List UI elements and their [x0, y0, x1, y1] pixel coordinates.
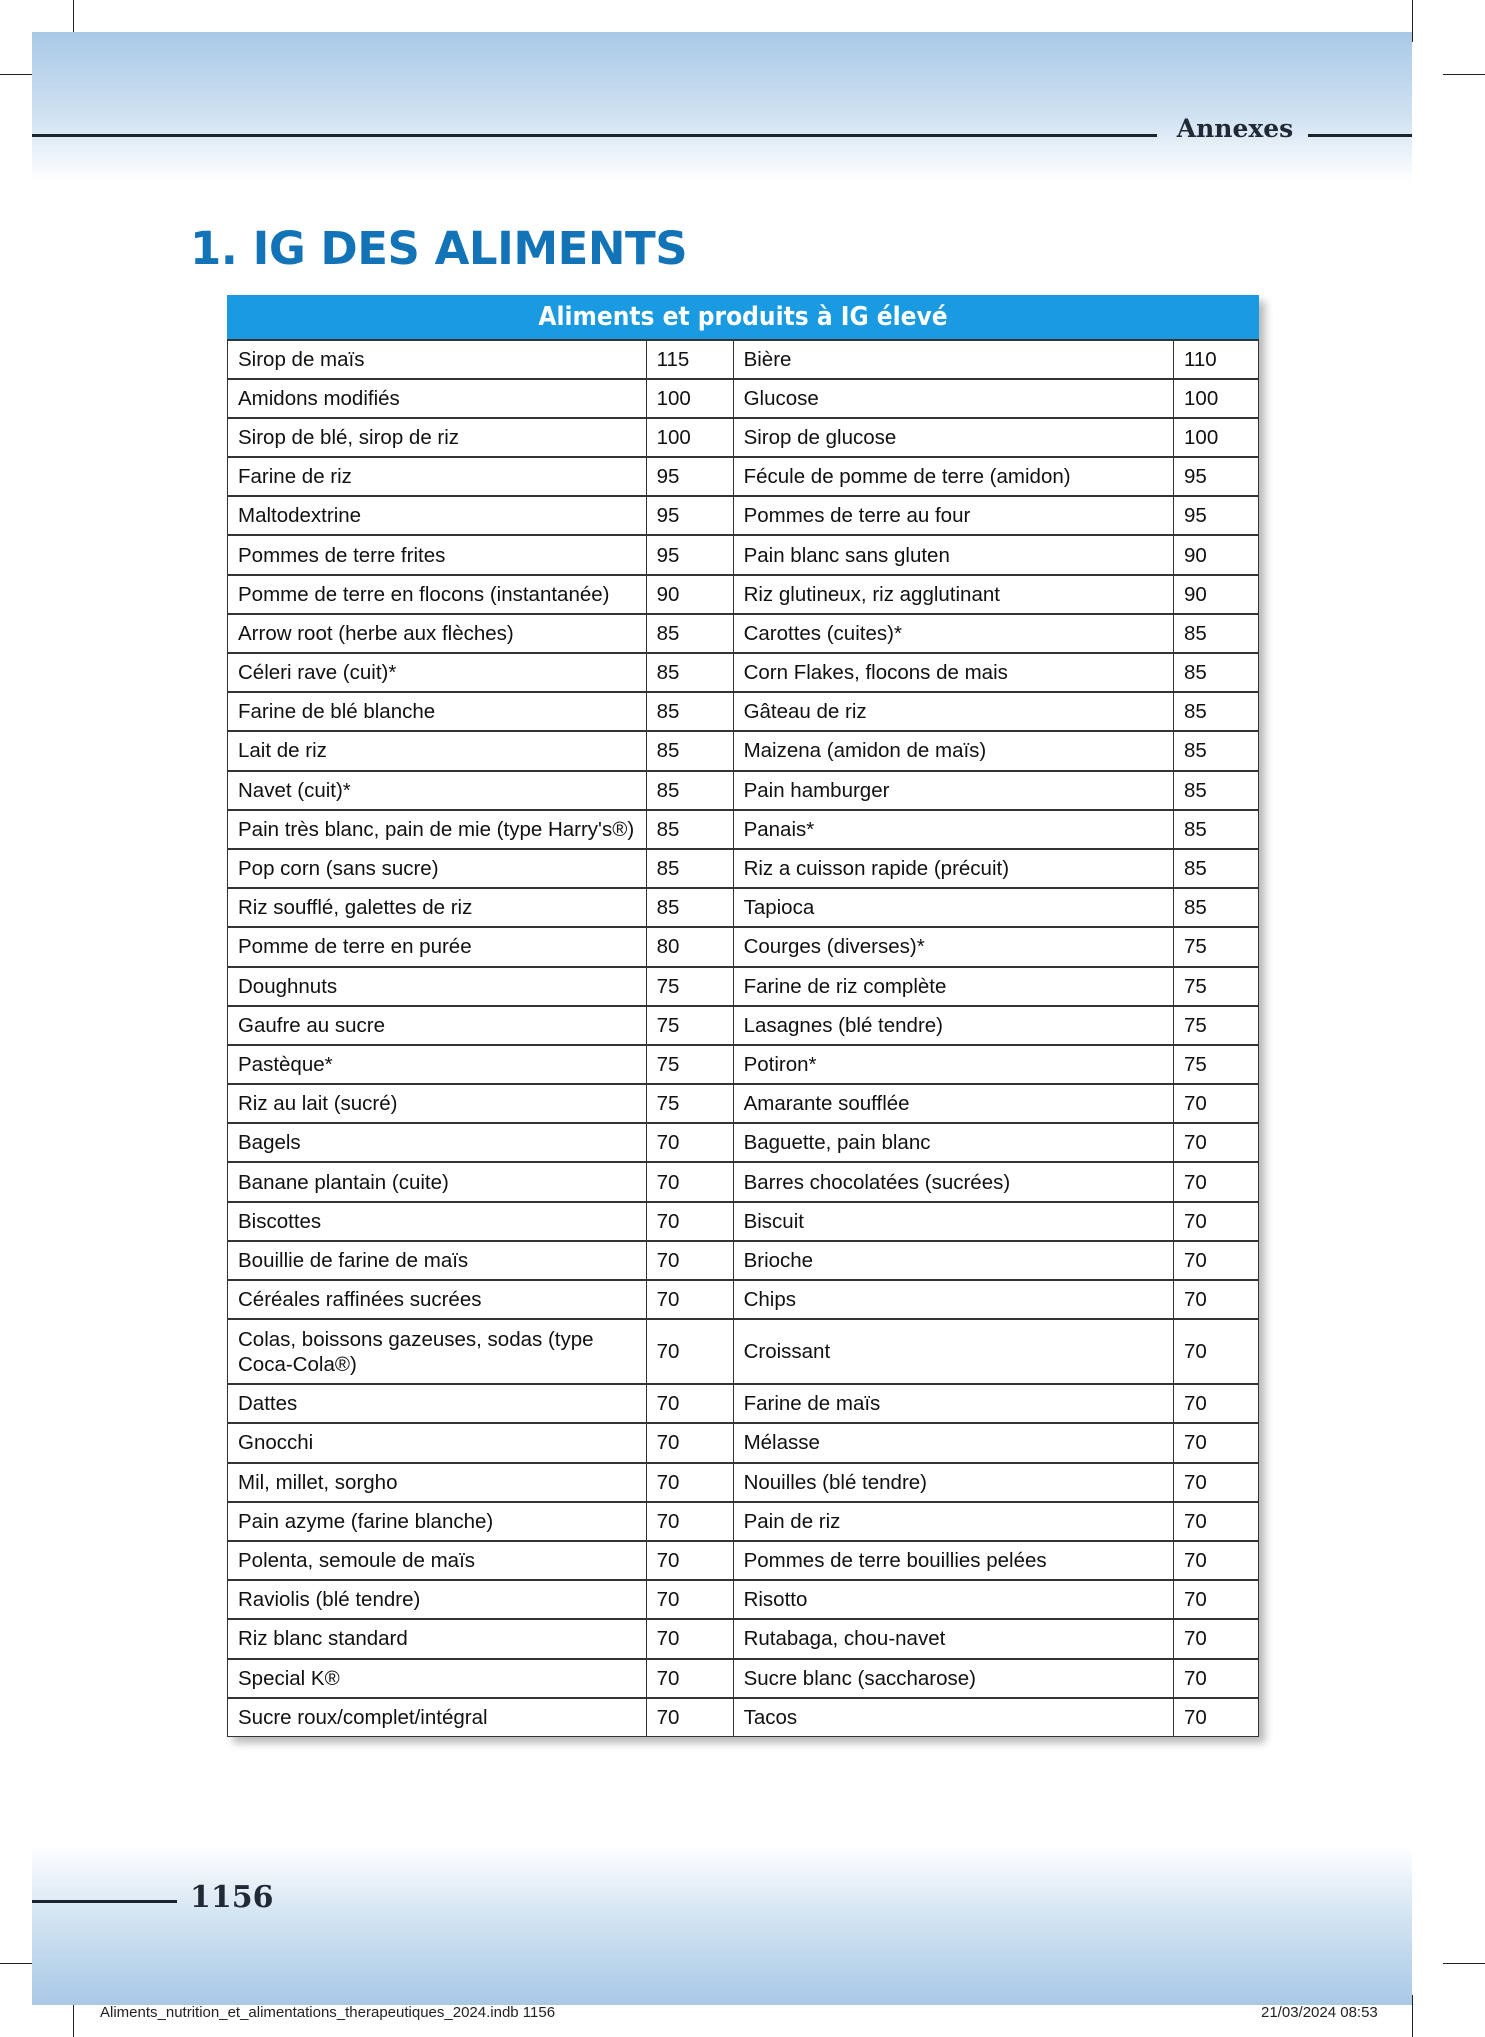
food-name: Tacos	[733, 1698, 1173, 1737]
food-name: Pain blanc sans gluten	[733, 535, 1173, 574]
gi-value: 90	[1174, 535, 1259, 574]
food-name: Raviolis (blé tendre)	[228, 1580, 647, 1619]
gi-value: 75	[646, 1006, 733, 1045]
food-name: Maizena (amidon de maïs)	[733, 731, 1173, 770]
table-row	[228, 1502, 1259, 1541]
table-row	[228, 1541, 1259, 1580]
food-name: Riz a cuisson rapide (précuit)	[733, 849, 1173, 888]
table-row	[228, 1006, 1259, 1045]
table-row	[228, 614, 1259, 653]
food-name: Pommes de terre frites	[228, 535, 647, 574]
food-name: Potiron*	[733, 1045, 1173, 1084]
food-name: Rutabaga, chou-navet	[733, 1619, 1173, 1658]
gi-table-wrapper	[227, 295, 1259, 1737]
gi-value: 70	[646, 1162, 733, 1201]
gi-value: 70	[646, 1241, 733, 1280]
gi-value: 70	[646, 1280, 733, 1319]
table-row	[228, 1241, 1259, 1280]
food-name: Pain très blanc, pain de mie (type Harry's®)	[228, 810, 647, 849]
food-name: Banane plantain (cuite)	[228, 1162, 647, 1201]
food-name: Farine de riz complète	[733, 967, 1173, 1006]
crop-mark	[1412, 0, 1413, 42]
table-row	[228, 1463, 1259, 1502]
food-name: Riz soufflé, galettes de riz	[228, 888, 647, 927]
food-name: Panais*	[733, 810, 1173, 849]
gi-value: 75	[1174, 1045, 1259, 1084]
gi-value: 70	[1174, 1502, 1259, 1541]
food-name: Tapioca	[733, 888, 1173, 927]
table-row	[228, 1084, 1259, 1123]
food-name: Bagels	[228, 1123, 647, 1162]
gi-value: 70	[1174, 1084, 1259, 1123]
food-name: Pommes de terre bouillies pelées	[733, 1541, 1173, 1580]
food-name: Glucose	[733, 379, 1173, 418]
gi-value: 85	[646, 653, 733, 692]
gi-value: 70	[1174, 1659, 1259, 1698]
food-name: Pop corn (sans sucre)	[228, 849, 647, 888]
food-name: Sucre blanc (saccharose)	[733, 1659, 1173, 1698]
crop-mark	[1443, 74, 1485, 75]
gi-value: 100	[646, 418, 733, 457]
food-name: Colas, boissons gazeuses, sodas (type Coca-Cola®)	[228, 1319, 647, 1384]
table-row	[228, 692, 1259, 731]
food-name: Croissant	[733, 1319, 1173, 1384]
table-row	[228, 457, 1259, 496]
food-name: Courges (diverses)*	[733, 927, 1173, 966]
gi-value: 110	[1174, 340, 1259, 379]
table-row	[228, 575, 1259, 614]
gi-value: 75	[646, 1045, 733, 1084]
gi-value: 75	[646, 967, 733, 1006]
gi-table	[227, 295, 1259, 1737]
gi-value: 70	[1174, 1698, 1259, 1737]
food-name: Lasagnes (blé tendre)	[733, 1006, 1173, 1045]
food-name: Risotto	[733, 1580, 1173, 1619]
footer-date: 21/03/2024 08:53	[1261, 2004, 1378, 2021]
food-name: Pain de riz	[733, 1502, 1173, 1541]
gi-value: 70	[646, 1463, 733, 1502]
gi-value: 70	[1174, 1541, 1259, 1580]
table-row	[228, 888, 1259, 927]
table-row	[228, 1384, 1259, 1423]
gi-value: 85	[1174, 849, 1259, 888]
food-name: Céréales raffinées sucrées	[228, 1280, 647, 1319]
gi-value: 85	[1174, 614, 1259, 653]
gi-value: 90	[1174, 575, 1259, 614]
gi-value: 70	[646, 1619, 733, 1658]
gi-value: 70	[1174, 1162, 1259, 1201]
food-name: Mélasse	[733, 1423, 1173, 1462]
table-row	[228, 771, 1259, 810]
gi-value: 95	[646, 457, 733, 496]
gi-value: 85	[1174, 888, 1259, 927]
footer-band	[32, 1845, 1412, 2005]
gi-value: 85	[1174, 692, 1259, 731]
crop-mark	[1443, 1963, 1485, 1964]
gi-value: 70	[646, 1580, 733, 1619]
table-row	[228, 1619, 1259, 1658]
table-row	[228, 1162, 1259, 1201]
gi-value: 85	[646, 614, 733, 653]
food-name: Céleri rave (cuit)*	[228, 653, 647, 692]
gi-value: 85	[1174, 731, 1259, 770]
table-row	[228, 340, 1259, 379]
gi-value: 85	[646, 888, 733, 927]
footer-filename: Aliments_nutrition_et_alimentations_therapeutiques_2024.indb 1156	[100, 2004, 556, 2021]
food-name: Gnocchi	[228, 1423, 647, 1462]
gi-value: 70	[646, 1384, 733, 1423]
food-name: Brioche	[733, 1241, 1173, 1280]
gi-value: 100	[1174, 379, 1259, 418]
food-name: Special K®	[228, 1659, 647, 1698]
gi-value: 70	[1174, 1123, 1259, 1162]
gi-value: 85	[646, 731, 733, 770]
gi-value: 115	[646, 340, 733, 379]
header-band	[32, 32, 1412, 182]
food-name: Farine de riz	[228, 457, 647, 496]
gi-value: 95	[646, 535, 733, 574]
food-name: Pomme de terre en purée	[228, 927, 647, 966]
gi-value: 70	[646, 1698, 733, 1737]
table-row	[228, 1580, 1259, 1619]
food-name: Riz blanc standard	[228, 1619, 647, 1658]
table-row	[228, 927, 1259, 966]
table-row	[228, 418, 1259, 457]
food-name: Riz au lait (sucré)	[228, 1084, 647, 1123]
gi-value: 100	[1174, 418, 1259, 457]
food-name: Chips	[733, 1280, 1173, 1319]
section-name: Annexes	[1176, 114, 1294, 143]
gi-value: 95	[1174, 457, 1259, 496]
gi-value: 70	[1174, 1319, 1259, 1384]
gi-value: 70	[646, 1423, 733, 1462]
gi-value: 75	[1174, 1006, 1259, 1045]
food-name: Lait de riz	[228, 731, 647, 770]
food-name: Baguette, pain blanc	[733, 1123, 1173, 1162]
food-name: Arrow root (herbe aux flèches)	[228, 614, 647, 653]
food-name: Fécule de pomme de terre (amidon)	[733, 457, 1173, 496]
food-name: Dattes	[228, 1384, 647, 1423]
food-name: Polenta, semoule de maïs	[228, 1541, 647, 1580]
header-rule	[32, 134, 1157, 137]
gi-value: 75	[1174, 927, 1259, 966]
gi-value: 70	[646, 1123, 733, 1162]
food-name: Biscottes	[228, 1202, 647, 1241]
table-row	[228, 1280, 1259, 1319]
table-row	[228, 496, 1259, 535]
gi-value: 70	[646, 1541, 733, 1580]
table-body	[228, 340, 1259, 1737]
crop-mark	[1412, 1995, 1413, 2037]
table-row	[228, 1698, 1259, 1737]
food-name: Sirop de maïs	[228, 340, 647, 379]
gi-value: 85	[1174, 771, 1259, 810]
footer-rule	[32, 1900, 177, 1903]
food-name: Navet (cuit)*	[228, 771, 647, 810]
gi-value: 70	[1174, 1580, 1259, 1619]
gi-value: 85	[646, 771, 733, 810]
table-row	[228, 849, 1259, 888]
food-name: Barres chocolatées (sucrées)	[733, 1162, 1173, 1201]
gi-value: 70	[1174, 1423, 1259, 1462]
food-name: Doughnuts	[228, 967, 647, 1006]
table-row	[228, 1045, 1259, 1084]
gi-value: 70	[1174, 1202, 1259, 1241]
food-name: Pain azyme (farine blanche)	[228, 1502, 647, 1541]
gi-value: 75	[1174, 967, 1259, 1006]
food-name: Pain hamburger	[733, 771, 1173, 810]
food-name: Bière	[733, 340, 1173, 379]
gi-value: 70	[646, 1502, 733, 1541]
page-title: 1. IG DES ALIMENTS	[190, 222, 688, 275]
gi-value: 100	[646, 379, 733, 418]
gi-value: 85	[1174, 810, 1259, 849]
gi-value: 85	[646, 692, 733, 731]
food-name: Amarante soufflée	[733, 1084, 1173, 1123]
table-row	[228, 535, 1259, 574]
gi-value: 70	[1174, 1241, 1259, 1280]
food-name: Mil, millet, sorgho	[228, 1463, 647, 1502]
table-row	[228, 1123, 1259, 1162]
food-name: Biscuit	[733, 1202, 1173, 1241]
gi-value: 80	[646, 927, 733, 966]
food-name: Gâteau de riz	[733, 692, 1173, 731]
gi-value: 95	[1174, 496, 1259, 535]
food-name: Riz glutineux, riz agglutinant	[733, 575, 1173, 614]
food-name: Amidons modifiés	[228, 379, 647, 418]
gi-value: 70	[646, 1319, 733, 1384]
page-number: 1156	[190, 1880, 274, 1915]
food-name: Nouilles (blé tendre)	[733, 1463, 1173, 1502]
gi-value: 85	[646, 810, 733, 849]
gi-value: 70	[1174, 1280, 1259, 1319]
food-name: Sirop de blé, sirop de riz	[228, 418, 647, 457]
food-name: Gaufre au sucre	[228, 1006, 647, 1045]
food-name: Pastèque*	[228, 1045, 647, 1084]
food-name: Bouillie de farine de maïs	[228, 1241, 647, 1280]
gi-value: 70	[1174, 1463, 1259, 1502]
gi-value: 90	[646, 575, 733, 614]
gi-value: 75	[646, 1084, 733, 1123]
table-row	[228, 1659, 1259, 1698]
header-rule	[1308, 134, 1412, 137]
gi-value: 95	[646, 496, 733, 535]
food-name: Sirop de glucose	[733, 418, 1173, 457]
gi-value: 85	[1174, 653, 1259, 692]
food-name: Sucre roux/complet/intégral	[228, 1698, 647, 1737]
food-name: Pomme de terre en flocons (instantanée)	[228, 575, 647, 614]
gi-value: 85	[646, 849, 733, 888]
gi-value: 70	[646, 1202, 733, 1241]
table-row	[228, 1319, 1259, 1384]
gi-value: 70	[646, 1659, 733, 1698]
food-name: Carottes (cuites)*	[733, 614, 1173, 653]
table-row	[228, 967, 1259, 1006]
table-row	[228, 653, 1259, 692]
gi-value: 70	[1174, 1384, 1259, 1423]
gi-value: 70	[1174, 1619, 1259, 1658]
table-row	[228, 810, 1259, 849]
table-row	[228, 1423, 1259, 1462]
food-name: Corn Flakes, flocons de mais	[733, 653, 1173, 692]
table-row	[228, 379, 1259, 418]
food-name: Farine de blé blanche	[228, 692, 647, 731]
table-caption: Aliments et produits à IG élevé	[228, 296, 1259, 340]
table-row	[228, 1202, 1259, 1241]
food-name: Maltodextrine	[228, 496, 647, 535]
food-name: Pommes de terre au four	[733, 496, 1173, 535]
table-row	[228, 731, 1259, 770]
food-name: Farine de maïs	[733, 1384, 1173, 1423]
